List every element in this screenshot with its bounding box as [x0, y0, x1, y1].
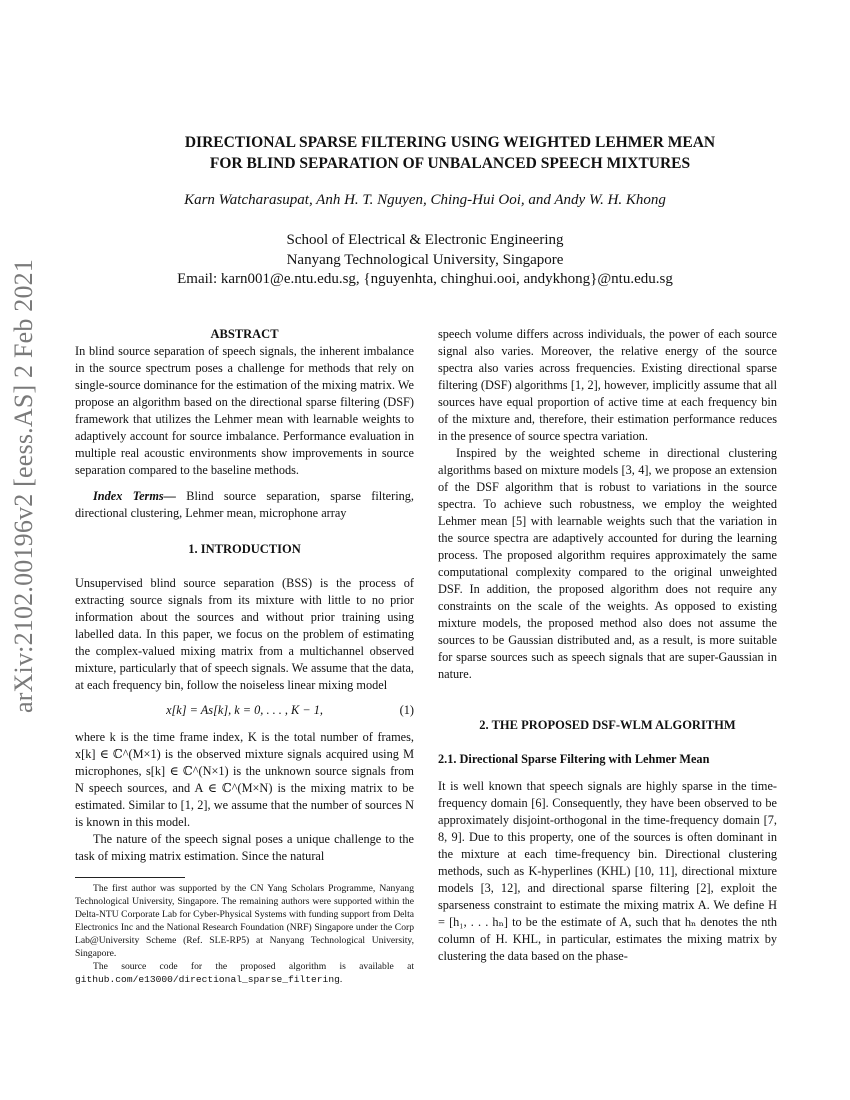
- intro-paragraph-5: Inspired by the weighted scheme in directional clustering algorithms based on mixture models [3, 4], we propose an extension of the DSF algorithm that is robust to variations in the source spectra. To achieve such robustness, we employ the weighted Lehmer mean [5] with learnable weights such that the variation in the source spectra are adaptively accounted for during the learning process. The proposed algorithm requires approximately the same computational complexity compared to the original unweighted DSF. In addition, the proposed algorithm does not require any constraints on the scale of the weights. As opposed to existing mixture models, the proposed method also does not assume the sources to be Gaussian distributed and, as a result, is more suitable for sparse sources such as speech signals that are super-Gaussian in nature.: [438, 446, 777, 681]
- equation-1: [75, 702, 414, 719]
- title-line-1: DIRECTIONAL SPARSE FILTERING USING WEIGHTED LEHMER MEAN: [184, 134, 716, 151]
- section-2-paragraph-1: It is well known that speech signals are highly sparse in the time-frequency domain [6]. Consequently, they have been observed to be approximately disjoint-orthogonal in the time-frequency domain [7, 8, 9]. Due to this property, one of the sources is often dominant in the mixture at each time-frequency bin. Directional clustering methods, such as K-hyperlines (KHL) [10, 11], directional mixture models [3, 12], and directional sparse filtering [2], exploit the sparseness constraint to estimate the mixing matrix A. We define H = [h₁, . . . hₙ] to be the estimate of A, such that hₙ denotes the nth column of H. KHL, in particular, estimates the mixing matrix by clustering the data based on the phase-: [438, 779, 777, 963]
- left-column: [75, 326, 414, 986]
- right-column: [438, 326, 777, 965]
- equation-1-number: (1): [399, 703, 414, 717]
- affiliation: [75, 231, 775, 290]
- arxiv-identifier: [4, 258, 44, 714]
- index-terms: [75, 488, 414, 522]
- equation-1-body: x[k] = As[k], k = 0, . . . , K − 1,: [166, 703, 323, 717]
- abstract-text: In blind source separation of speech signals, the inherent imbalance in the source spectrum poses a challenge for methods that rely on single-source dominance for the estimation of the mixing matrix. We propose an algorithm based on the directional sparse filtering (DSF) framework that utilizes the Lehmer mean with learnable weights to adaptively account for source imbalance. Performance evaluation in multiple real acoustic environments show improvements in source separation compared to the baseline methods.: [75, 344, 414, 477]
- affiliation-line-2: Nanyang Technological University, Singapore: [286, 251, 564, 268]
- paper-title: [100, 132, 800, 174]
- abstract-heading: ABSTRACT: [210, 327, 279, 341]
- intro-paragraph-1: Unsupervised blind source separation (BSS) is the process of extracting source signals from its mixture with little to no prior information about the sources and without prior training using labelled data. In this paper, we focus on the problem of estimating the complex-valued mixing matrix from a multichannel observed mixture, particularly that of speech signals. We assume that the data, at each frequency bin, follow the noiseless linear mixing model: [75, 576, 414, 692]
- affiliation-email: Email: karn001@e.ntu.edu.sg, {nguyenhta, chinghui.ooi, andykhong}@ntu.edu.sg: [177, 271, 673, 287]
- introduction-heading: 1. INTRODUCTION: [188, 542, 301, 556]
- index-terms-text: Blind source separation, sparse filtering, directional clustering, Lehmer mean, microphone array: [75, 489, 414, 520]
- footnote-source-suffix: .: [339, 974, 343, 985]
- source-code-link[interactable]: github.com/e13000/directional_sparse_filtering: [75, 974, 340, 985]
- authors: Karn Watcharasupat, Anh H. T. Nguyen, Ching-Hui Ooi, and Andy W. H. Khong: [184, 192, 666, 208]
- title-line-2: FOR BLIND SEPARATION OF UNBALANCED SPEECH MIXTURES: [209, 155, 691, 172]
- subsection-2-1-heading: 2.1. Directional Sparse Filtering with Lehmer Mean: [438, 752, 710, 766]
- affiliation-line-1: School of Electrical & Electronic Engineering: [286, 232, 564, 248]
- footnote-funding: The first author was supported by the CN Yang Scholars Programme, Nanyang Technological University, Singapore. The remaining authors were supported within the Delta-NTU Corporate Lab for Cyber-Physical Systems with funding support from Delta Electronics Inc and the National Research Foundation (NRF) Singapore under the Corp Lab@University Scheme (Ref. SLE-RP5) at Nanyang Technological University, Singapore.: [75, 883, 414, 959]
- intro-paragraph-2: where k is the time frame index, K is the total number of frames, x[k] ∈ ℂ^(M×1) is the observed mixture signals acquired using M microphones, s[k] ∈ ℂ^(N×1) is the unknown source signals from N speech sources, and A ∈ ℂ^(M×N) is the mixing matrix to be estimated. Similar to [1, 2], we assume that the number of sources N is known in this model.: [75, 730, 414, 829]
- section-2-heading: 2. THE PROPOSED DSF-WLM ALGORITHM: [479, 718, 736, 732]
- intro-paragraph-4: speech volume differs across individuals, the power of each source signal also varies. Moreover, the relative energy of the source spectra also varies across frequencies. Existing directional sparse filtering (DSF) algorithms [1, 2], however, implicitly assume that all sources have equal proportion of active time at each frequency bin of the mixture and, therefore, their estimation performance reduces in the presence of source spectra variation.: [438, 327, 777, 443]
- footnote-source-code: [75, 960, 414, 986]
- footnote-rule: [75, 877, 185, 878]
- arxiv-id-text: arXiv:2102.00196v2 [eess.AS] 2 Feb 2021: [9, 258, 38, 714]
- footnote-source-prefix: The source code for the proposed algorithm is available at: [93, 961, 414, 972]
- intro-paragraph-3: The nature of the speech signal poses a unique challenge to the task of mixing matrix estimation. Since the natural: [75, 832, 414, 863]
- index-terms-label: Index Terms—: [93, 489, 176, 503]
